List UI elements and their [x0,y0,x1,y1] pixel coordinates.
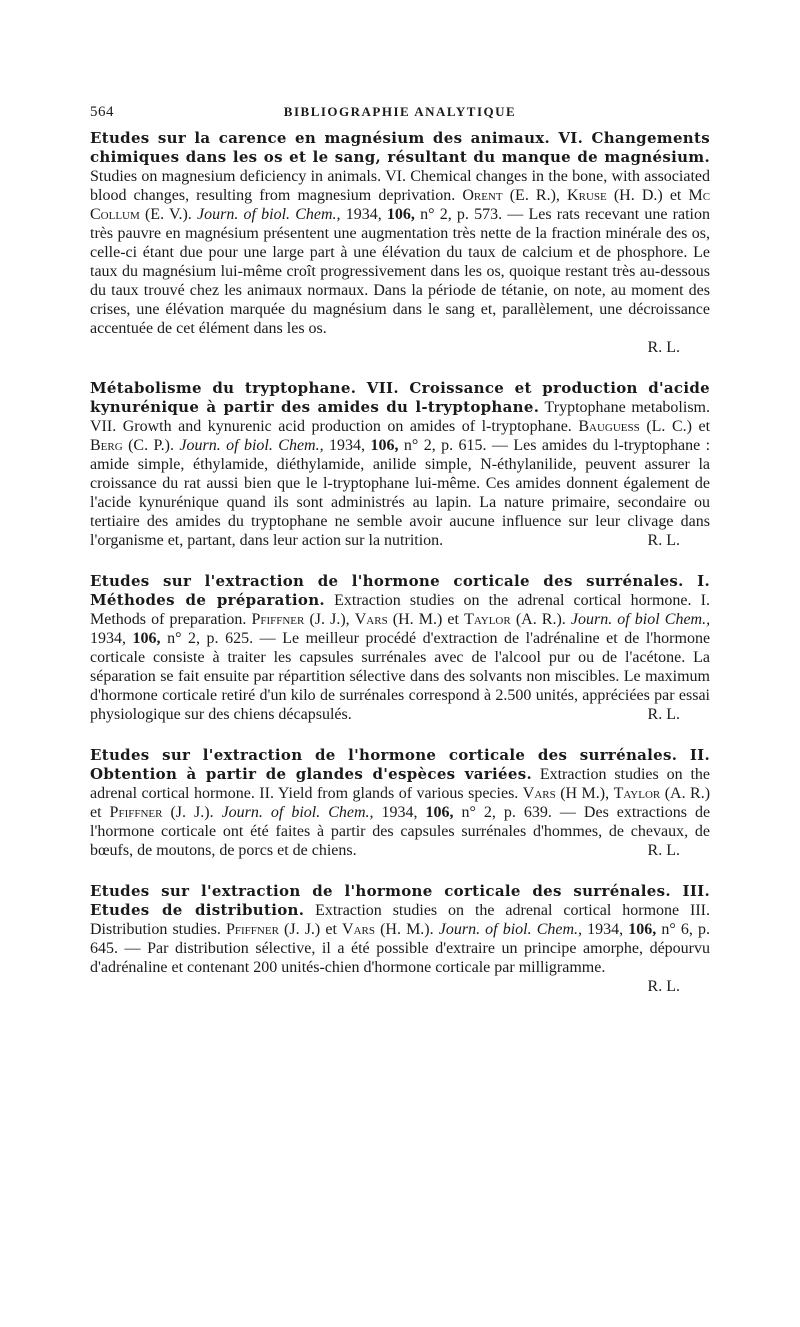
entry-english-title: Extraction studies on the adrenal cortical hormone. II. Yield from glands of various species. [90,766,710,802]
entry-signature: R. L. [647,339,680,356]
journal-issue-page: n° 2, p. 615. — [403,437,508,454]
author-initials: (J. J.), [309,611,350,628]
entry-title: Etudes sur la carence en magnésium des animaux. VI. Changements chimiques dans les os et le sang, résultant du manque de magnésium. [90,129,710,166]
bibliography-entry [90,882,710,996]
journal-year: 1934, [329,437,366,454]
author-name: Mc Collum [90,187,711,223]
journal-volume: 106, [132,630,161,647]
journal-name: Journ. of biol. Chem., [221,804,374,821]
journal-year: 1934, [90,630,126,647]
journal-issue-page: n° 2, p. 573. — [420,206,524,223]
entry-signature: R. L. [647,842,680,859]
entry-english-title: Extraction studies on the adrenal cortical hormone III. Distribution studies. [90,902,711,938]
author-initials: (E. R.), [509,187,560,204]
author-initials: (J. J.) [284,921,321,938]
author-name: Bauguess [578,418,640,435]
author-initials: (A. R.). [515,611,566,628]
author-name: Pfiffner [251,611,305,628]
author-name: Vars [354,611,388,628]
entry-summary: Par distribution sélective, il a été possible d'extraire un principe amorphe, dépourvu d'adrénaline et contenant 200 unités-chien d'hormone corticale par milligramme. [90,940,710,976]
bibliography-entry [90,129,710,357]
journal-year: 1934, [587,921,624,938]
page-header [90,104,710,124]
entry-title: Etudes sur l'extraction de l'hormone corticale des surrénales. I. Méthodes de préparation. [90,572,710,609]
journal-year: 1934, [381,804,418,821]
journal-year: 1934, [345,206,382,223]
author-name: Kruse [567,187,607,204]
journal-issue-page: n° 2, p. 625. — [167,630,276,647]
journal-volume: 106, [386,206,415,223]
author-initials: (C. P.). [128,437,174,454]
entry-title: Métabolisme du tryptophane. VII. Croissance et production d'acide kynurénique à partir des amides du l-tryptophane. [90,379,710,416]
journal-name: Journ. of biol. Chem., [196,206,341,223]
author-initials: (E. V.). [144,206,192,223]
author-name: Berg [90,437,123,454]
author-conjunction: et [325,921,337,938]
author-initials: (H. M.) [392,611,443,628]
author-name: Pfiffner [109,804,163,821]
page-number: 564 [90,104,114,120]
author-name: Vars [342,921,375,938]
entry-summary: Les rats recevant une ration très pauvre en magnésium présentent une augmentation très nette de la fraction minérale des os, celle-ci étant due pour une large part à une élévation du taux de calcium et de phosphore. Le taux du magnésium lui-même croît progressivement dans les os, quoique restant très au-dessous du taux trouvé chez les animaux normaux. Dans la période de tétanie, on note, au moment des crises, une élévation marquée du magnésium dans le sang et, parallèlement, une décroissance accentuée de cet élément dans les os. [90,206,711,337]
journal-name: Journ. of biol. Chem., [438,921,583,938]
bibliography-entry [90,746,710,860]
author-conjunction: et [90,804,102,821]
bibliography-entry [90,379,710,550]
journal-name: Journ. of biol Chem., [570,611,711,628]
bibliography-entry [90,572,710,724]
journal-issue-page: n° 2, p. 639. — [461,804,576,821]
journal-issue-page: n° 6, p. 645. — [90,921,711,957]
author-initials: (H. M.). [380,921,434,938]
author-conjunction: et [447,611,459,628]
author-name: Pfiffner [226,921,279,938]
author-initials: (A. R.) [664,785,711,802]
entry-signature: R. L. [647,706,680,723]
author-conjunction: et [698,418,711,435]
author-name: Orent [462,187,503,204]
entry-title: Etudes sur l'extraction de l'hormone corticale des surrénales. III. Etudes de distribution. [90,882,710,919]
entry-english-title: Tryptophane metabolism. VII. Growth and kynurenic acid production on amides of l-tryptophane. [90,399,710,435]
entry-title: Etudes sur l'extraction de l'hormone corticale des surrénales. II. Obtention à partir de glandes d'espèces variées. [90,746,710,783]
entry-summary: Les amides du l-tryptophane : amide simple, éthylamide, diéthylamide, anilide simple, N-éthylanilide, peuvent assurer la croissance du rat aussi bien que le l-tryptophane lui-même. Ces amides donnent également de l'acide kynurénique quand ils sont administrés au lapin. La nature primaire, secondaire ou tertiaire des amides du tryptophane ne semble avoir aucune influence sur leur clivage dans l'organisme et, partant, dans leur action sur la nutrition. [90,437,711,549]
author-conjunction: et [669,187,682,204]
entry-english-title: Extraction studies on the adrenal cortical hormone. I. Methods of preparation. [90,592,710,628]
author-initials: (H M.), [560,785,610,802]
author-name: Taylor [464,611,511,628]
journal-volume: 106, [425,804,454,821]
entry-signature: R. L. [647,978,680,995]
author-initials: (L. C.) [646,418,692,435]
journal-name: Journ. of biol. Chem., [179,437,324,454]
author-name: Vars [522,785,556,802]
bibliography-entries [90,129,710,1018]
author-initials: (J. J.). [170,804,214,821]
entry-summary: Le meilleur procédé d'extraction de l'adrénaline et de l'hormone corticale consiste à traiter les capsules surrénales avec de l'alcool pur ou de l'acétone. La séparation se fait ensuite par répartition sélective dans des solvants non miscibles. Le maximum d'hormone corticale retiré d'un kilo de surrénales correspond à 2.500 unités, appréciées par essai physiologique sur des chiens décapsulés. [90,630,711,723]
running-head: BIBLIOGRAPHIE ANALYTIQUE [283,104,517,119]
entry-summary: Des extractions de l'hormone corticale ont été faites à partir des capsules surrénales d'hommes, de chevaux, de bœufs, de moutons, de porcs et de chiens. [90,804,711,859]
author-initials: (H. D.) [613,187,663,204]
author-name: Taylor [613,785,661,802]
entry-english-title: Studies on magnesium deficiency in animals. VI. Chemical changes in the bone, with associated blood changes, resulting from magnesium deprivation. [90,168,710,204]
journal-volume: 106, [370,437,399,454]
journal-volume: 106, [628,921,657,938]
entry-signature: R. L. [647,532,680,549]
